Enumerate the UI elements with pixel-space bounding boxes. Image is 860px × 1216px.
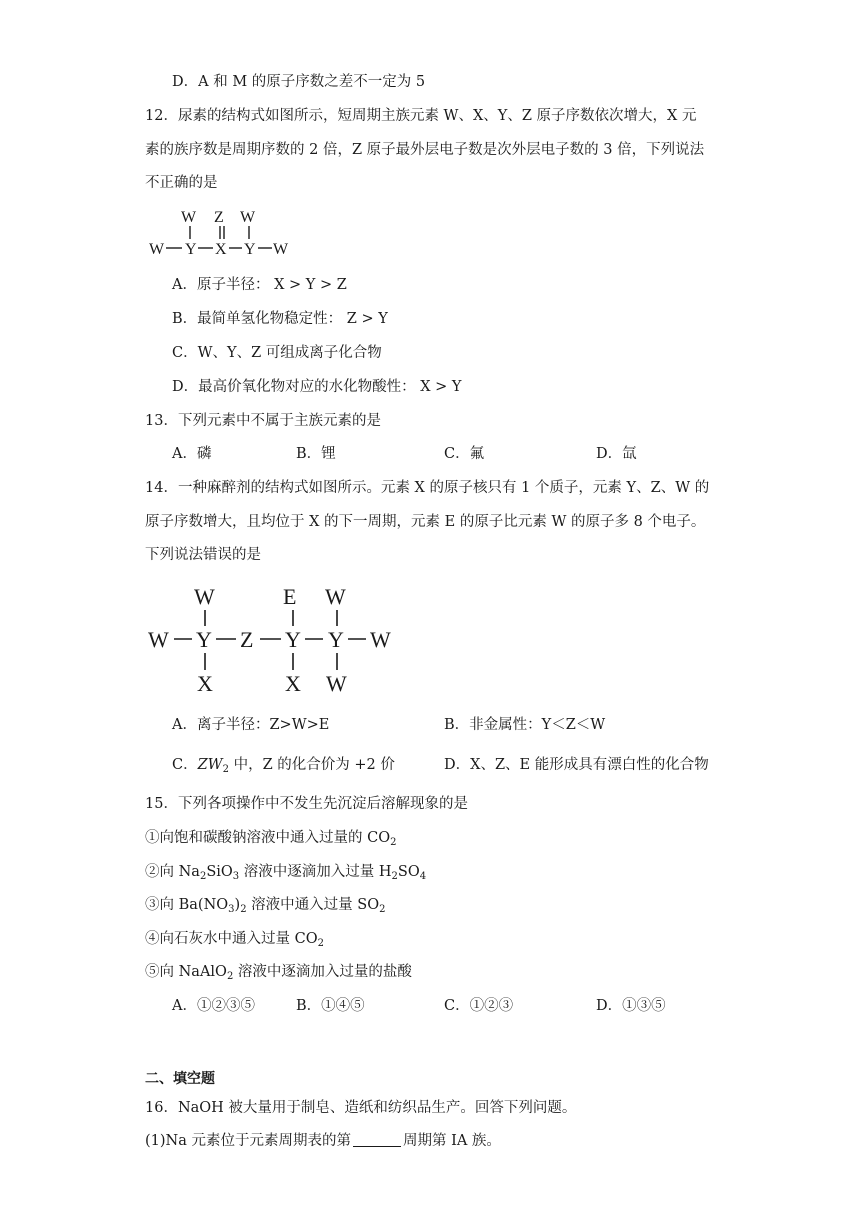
- q15-option-a: A．①②③⑤: [172, 998, 255, 1014]
- q15-item-2: ②向 $Na_2SiO_3$ 溶液中逐滴加入过量 $H_2SO_4$: [145, 864, 427, 882]
- q15-option-b: B．①④⑤: [296, 998, 365, 1014]
- formula-zw2: ZW: [197, 757, 223, 773]
- q14-stem-line-1: 14．一种麻醉剂的结构式如图所示。元素 X 的原子核只有 1 个质子，元素 Y、Z、W 的: [145, 480, 710, 496]
- q13-option-a: A．磷: [172, 446, 212, 462]
- q16-part-1: (1)Na 元素位于元素周期表的第 周期第 IA 族。: [145, 1133, 501, 1149]
- atom-row-4: Y: [244, 241, 256, 258]
- atom-row-1: W: [149, 241, 165, 258]
- q15-option-c: C．①②③: [444, 998, 514, 1014]
- q14-option-d: D．X、Z、E 能形成具有漂白性的化合物: [444, 757, 709, 773]
- atom-row-6: W: [370, 627, 391, 652]
- atom-row-5: W: [273, 241, 289, 258]
- atom-bottom-3: W: [326, 671, 347, 696]
- q14-option-a: A．离子半径：Z>W>E: [172, 717, 330, 733]
- q12-urea-structure: [143, 205, 303, 261]
- q13-option-d: D．氙: [596, 446, 637, 462]
- q15-item-3: ③向 $Ba(NO_3)_2$ 溶液中通入过量 $SO_2$: [145, 897, 386, 915]
- q13-option-b: B．锂: [296, 446, 336, 462]
- atom-row-1: W: [148, 627, 169, 652]
- atom-row-2: Y: [196, 627, 212, 652]
- atom-row-5: Y: [328, 627, 344, 652]
- q14-stem-line-2: 原子序数增大，且均位于 X 的下一周期，元素 E 的原子比元素 W 的原子多 8 个电子。: [145, 514, 706, 530]
- atom-top-3: W: [240, 209, 256, 226]
- q15-item-5: ⑤向 NaAlO$_2$ 溶液中逐滴加入过量的盐酸: [145, 964, 412, 982]
- q15-item-4: ④向石灰水中通入过量 $CO_2$: [145, 931, 324, 949]
- atom-row-3: X: [215, 241, 227, 258]
- answer-blank[interactable]: [353, 1132, 401, 1147]
- q15-item-1: ①向饱和碳酸钠溶液中通入过量的 $CO_2$: [145, 830, 397, 848]
- atom-top-1: W: [194, 584, 215, 609]
- q14-option-b: B．非金属性：Y＜Z＜W: [444, 717, 606, 733]
- atom-row-4: Y: [285, 627, 301, 652]
- section-title: 二、填空题: [145, 1071, 215, 1087]
- q12-stem-line-3: 不正确的是: [145, 175, 218, 191]
- q13-option-c: C．氟: [444, 446, 485, 462]
- atom-bottom-1: X: [197, 671, 213, 696]
- atom-top-1: W: [181, 209, 197, 226]
- q15-stem: 15．下列各项操作中不发生先沉淀后溶解现象的是: [145, 796, 468, 812]
- q13-stem: 13．下列元素中不属于主族元素的是: [145, 413, 381, 429]
- atom-bottom-2: X: [285, 671, 301, 696]
- q12-option-b: B．最简单氢化物稳定性： Z > Y: [172, 311, 388, 327]
- atom-top-2: Z: [214, 209, 224, 226]
- atom-top-3: W: [325, 584, 346, 609]
- q14-option-c: C．$ZW_2$ 中，Z 的化合价为 +2 价: [172, 757, 395, 775]
- q12-stem-line-1: 12．尿素的结构式如图所示，短周期主族元素 W、X、Y、Z 原子序数依次增大，X 元: [145, 108, 697, 124]
- q12-option-c: C．W、Y、Z 可组成离子化合物: [172, 345, 382, 361]
- q11-option-d: D．A 和 M 的原子序数之差不一定为 5: [172, 74, 426, 90]
- q14-anesthetic-structure: [142, 580, 402, 698]
- q12-option-d: D．最高价氧化物对应的水化物酸性： X > Y: [172, 379, 462, 395]
- q15-option-d: D．①③⑤: [596, 998, 666, 1014]
- atom-row-3: Z: [240, 627, 254, 652]
- q12-stem-line-2: 素的族序数是周期序数的 2 倍，Z 原子最外层电子数是次外层电子数的 3 倍，下列说法: [145, 142, 705, 158]
- q12-option-a: A．原子半径： X > Y > Z: [172, 277, 347, 293]
- q16-stem: 16．NaOH 被大量用于制皂、造纸和纺织品生产。回答下列问题。: [145, 1100, 577, 1116]
- atom-row-2: Y: [185, 241, 197, 258]
- q14-stem-line-3: 下列说法错误的是: [145, 547, 261, 563]
- atom-top-2: E: [283, 584, 297, 609]
